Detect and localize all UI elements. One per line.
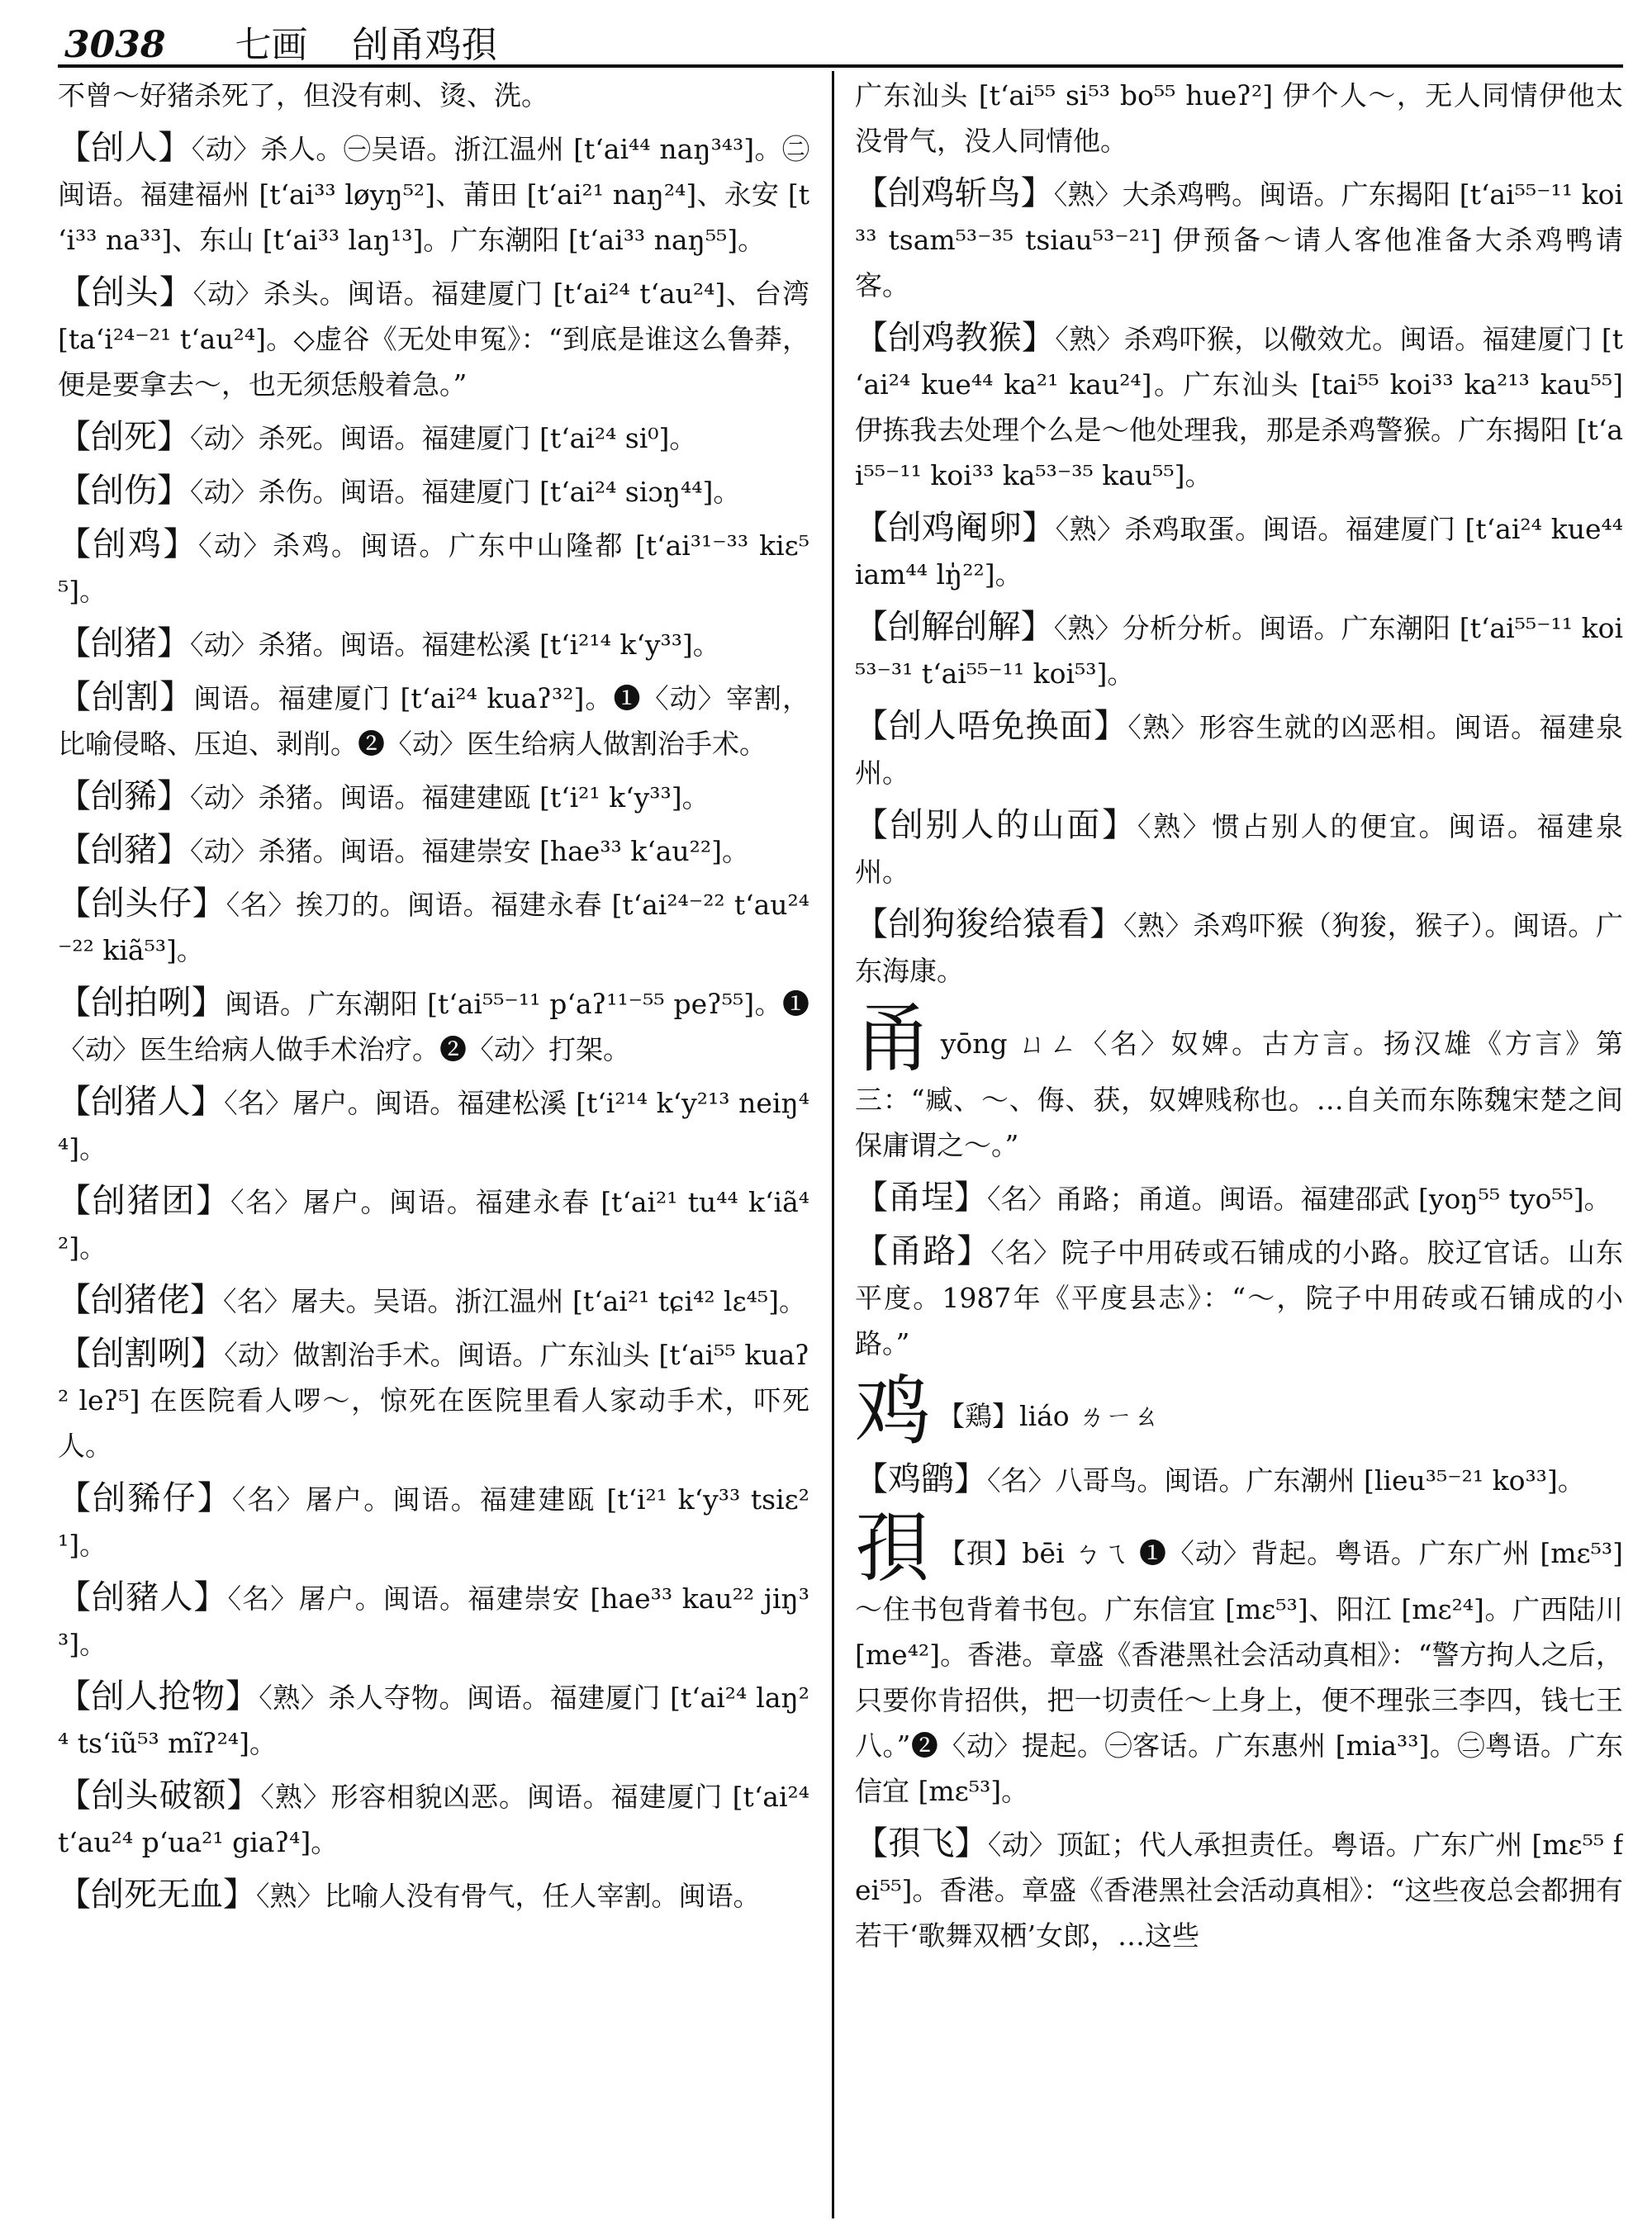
entry-headword: 【刣拍咧】 xyxy=(58,984,225,1022)
dictionary-entry xyxy=(58,468,809,515)
entry-text: 〈动〉顶缸；代人承担责任。粤语。广东广州 [mɛ⁵⁵ fei⁵⁵]。香港。章盛《香港黑社会活动真相》：“这些夜总会都拥有若干‘歌舞双栖’女郎，…这些 xyxy=(855,1829,1623,1952)
dictionary-entry xyxy=(58,621,809,667)
entry-text: 广东汕头 [tʻai⁵⁵ si⁵³ bo⁵⁵ hueʔ²] 伊个人～，无人同情伊他太没骨气，没人同情他。 xyxy=(855,79,1623,157)
entry-headword: 【刣猪团】 xyxy=(58,1182,230,1220)
entry-text: 〈动〉杀死。闽语。福建厦门 [tʻai²⁴ si⁰]。 xyxy=(190,422,697,454)
entry-text: 【孭】bēi ㄅㄟ ❶〈动〉背起。粤语。广东广州 [mɛ⁵³] ～住书包背着书包。广东信宜 [mɛ⁵³]、阳江 [mɛ²⁴]。广西陆川 [me⁴²]。香港。章盛《香港黑社会活动真相》：“警方拘人之后，只要你肯招供，把一切责任～上身上，便不理张三李四，钱七王八。”❷〈动〉提起。㊀客话。广东惠州 [mia³³]。㊁粤语。广东信宜 [mɛ⁵³]。 xyxy=(855,1537,1623,1807)
dictionary-entry xyxy=(855,1175,1623,1222)
entry-headword: 【刣死】 xyxy=(58,418,190,456)
entry-headword: 【刣鸡阉卵】 xyxy=(855,509,1056,547)
entry-text: 〈动〉杀头。闽语。福建厦门 [tʻai²⁴ tʻau²⁴]、台湾 [taʻi²⁴⁻²¹ tʻau²⁴]。◇虚谷《无处申冤》：“到底是谁这么鲁莽，便是要拿去～，也无须恁般着急。” xyxy=(58,278,809,401)
entry-text: 〈动〉杀猪。闽语。福建松溪 [tʻi²¹⁴ kʻy³³]。 xyxy=(190,629,720,661)
entry-headword: 【刣豬人】 xyxy=(58,1578,228,1616)
header-characters: 刣甬鸡孭 xyxy=(352,24,498,66)
entry-text: 〈动〉做割治手术。闽语。广东汕头 [tʻai⁵⁵ kuaʔ² leʔ⁵] 在医院看人啰～，惊死在医院里看人家动手术，吓死人。 xyxy=(58,1339,809,1462)
entry-text: 〈熟〉形容相貌凶恶。闽语。福建厦门 [tʻai²⁴ tʻau²⁴ pʻua²¹ giaʔ⁴]。 xyxy=(58,1781,809,1858)
dictionary-entry xyxy=(58,73,809,118)
dictionary-entry xyxy=(58,980,809,1072)
entry-text: 〈名〉八哥鸟。闽语。广东潮州 [lieu³⁵⁻²¹ ko³³]。 xyxy=(987,1464,1585,1497)
dictionary-entry xyxy=(855,73,1623,164)
dictionary-entry xyxy=(855,994,1623,1168)
entry-headword: 【刣头】 xyxy=(58,273,193,311)
entry-headword: 【刣别人的山面】 xyxy=(855,806,1137,844)
dictionary-entry xyxy=(58,1575,809,1667)
header-rule xyxy=(58,64,1623,68)
entry-headword: 【刣豨仔】 xyxy=(58,1479,232,1517)
dictionary-entry xyxy=(855,1229,1623,1366)
entry-text: 〈名〉屠户。闽语。福建永春 [tʻai²¹ tu⁴⁴ kʻiã⁴²]。 xyxy=(58,1186,809,1264)
entry-text: 〈熟〉惯占别人的便宜。闽语。福建泉州。 xyxy=(855,810,1623,888)
entry-text: 〈熟〉形容生就的凶恶相。闽语。福建泉州。 xyxy=(855,711,1623,789)
entry-headword: 【刣死无血】 xyxy=(58,1876,256,1914)
entry-headword: 【甬埕】 xyxy=(855,1179,987,1217)
entry-headword: 【刣伤】 xyxy=(58,472,190,510)
entry-headword: 【孭飞】 xyxy=(855,1824,988,1862)
dictionary-entry xyxy=(58,1476,809,1568)
entry-text: 〈动〉杀猪。闽语。福建建瓯 [tʻi²¹ kʻy³³]。 xyxy=(190,781,710,814)
page-number: 3038 xyxy=(64,24,166,66)
entry-text: 〈熟〉杀鸡取蛋。闽语。福建厦门 [tʻai²⁴ kue⁴⁴ iam⁴⁴ lŋ̍²²]。 xyxy=(855,513,1623,591)
dictionary-entry xyxy=(58,774,809,820)
entry-character: 鸡 xyxy=(855,1367,932,1455)
entry-headword: 【刣豬】 xyxy=(58,831,190,869)
entry-headword: 【刣鸡】 xyxy=(58,525,198,563)
entry-headword: 【刣头破额】 xyxy=(58,1777,261,1815)
dictionary-entry xyxy=(58,828,809,874)
entry-text: 〈熟〉杀鸡吓猴，以儆效尤。闽语。福建厦门 [tʻai²⁴ kue⁴⁴ ka²¹ kau²⁴]。广东汕头 [tai⁵⁵ koi³³ ka²¹³ kau⁵⁵] 伊拣我去处理个么是～他处理我，那是杀鸡警猴。广东揭阳 [tʻai⁵⁵⁻¹¹ koi³³ ka⁵³⁻³⁵ kau⁵⁵]。 xyxy=(855,323,1623,491)
entry-headword: 【刣猪】 xyxy=(58,624,190,662)
entry-text: yōng ㄩㄥ〈名〉奴婢。古方言。扬汉雄《方言》第三：“臧、～、侮、获，奴婢贱称也。…自关而东陈魏宋楚之间保庸谓之～。” xyxy=(855,1027,1623,1161)
entry-text: 〈熟〉杀鸡吓猴（狗狻，猴子）。闽语。广东海康。 xyxy=(855,909,1623,987)
entry-headword: 【甬路】 xyxy=(855,1232,991,1270)
dictionary-entry xyxy=(58,1674,809,1766)
entry-headword: 【刣鸡斩鸟】 xyxy=(855,174,1054,212)
entry-text: 〈熟〉杀人夺物。闽语。福建厦门 [tʻai²⁴ laŋ²⁴ tsʻiũ⁵³ mĩʔ²⁴]。 xyxy=(58,1682,809,1759)
dictionary-entry xyxy=(855,171,1623,308)
entry-headword: 【刣割】 xyxy=(58,678,194,716)
entry-text: 〈名〉屠户。闽语。福建崇安 [hae³³ kau²² jiŋ³³]。 xyxy=(58,1582,809,1660)
entry-headword: 【刣人】 xyxy=(58,129,192,167)
dictionary-entry xyxy=(58,1331,809,1468)
entry-character: 孭 xyxy=(855,1504,932,1592)
dictionary-entry xyxy=(58,522,809,614)
dictionary-entry xyxy=(855,1504,1623,1814)
dictionary-entry xyxy=(58,126,809,263)
entry-text: 〈名〉甬路；甬道。闽语。福建邵武 [yoŋ⁵⁵ tyo⁵⁵]。 xyxy=(987,1183,1612,1215)
entry-headword: 【刣狗狻给猿看】 xyxy=(855,905,1123,943)
entry-text: 【鶏】liáo ㄌㄧㄠ xyxy=(938,1400,1161,1432)
dictionary-entry xyxy=(855,1821,1623,1958)
dictionary-entry xyxy=(855,505,1623,597)
dictionary-entry xyxy=(58,415,809,461)
entry-text: 〈名〉屠户。闽语。福建建瓯 [tʻi²¹ kʻy³³ tsiɛ²¹]。 xyxy=(58,1483,809,1561)
entry-text: 〈熟〉分析分析。闽语。广东潮阳 [tʻai⁵⁵⁻¹¹ koi⁵³⁻³¹ tʻai⁵⁵⁻¹¹ koi⁵³]。 xyxy=(855,612,1623,690)
entry-headword: 【刣鸡教猴】 xyxy=(855,319,1056,357)
dictionary-entry xyxy=(58,1079,809,1171)
entry-text: 闽语。福建厦门 [tʻai²⁴ kuaʔ³²]。❶〈动〉宰割，比喻侵略、压迫、剥削。❷〈动〉医生给病人做割治手术。 xyxy=(58,682,809,760)
entry-text: 闽语。广东潮阳 [tʻai⁵⁵⁻¹¹ pʻaʔ¹¹⁻⁵⁵ peʔ⁵⁵]。❶〈动〉医生给病人做手术治疗。❷〈动〉打架。 xyxy=(58,988,809,1065)
entry-text: 〈名〉挨刀的。闽语。福建永春 [tʻai²⁴⁻²² tʻau²⁴⁻²² kiã⁵³]。 xyxy=(58,889,809,966)
entry-text: 〈名〉院子中用砖或石铺成的小路。胶辽官话。山东平度。1987年《平度县志》：“～，院子中用砖或石铺成的小路。” xyxy=(855,1236,1623,1359)
entry-headword: 【刣人抢物】 xyxy=(58,1677,259,1715)
entry-headword: 【鸡鹠】 xyxy=(855,1460,987,1498)
entry-headword: 【刣豨】 xyxy=(58,777,190,815)
entry-text: 〈名〉屠户。闽语。福建松溪 [tʻi²¹⁴ kʻy²¹³ neiŋ⁴⁴]。 xyxy=(58,1087,809,1165)
dictionary-entry xyxy=(58,881,809,973)
dictionary-entry xyxy=(58,675,809,766)
entry-headword: 【刣猪佬】 xyxy=(58,1281,223,1319)
entry-headword: 【刣人唔免换面】 xyxy=(855,707,1128,745)
entry-text: 〈动〉杀人。㊀吴语。浙江温州 [tʻai⁴⁴ naŋ³⁴³]。㊁闽语。福建福州 [tʻai³³ løyŋ⁵²]、莆田 [tʻai²¹ naŋ²⁴]、永安 [tʻi³³ na³³]、东山 [tʻai³³ laŋ¹³]。广东潮阳 [tʻai³³ naŋ⁵⁵]。 xyxy=(58,133,809,256)
entry-text: 〈动〉杀鸡。闽语。广东中山隆都 [tʻai³¹⁻³³ kiɛ⁵⁵]。 xyxy=(58,529,809,607)
entry-headword: 【刣猪人】 xyxy=(58,1083,225,1121)
entry-text: 〈动〉杀猪。闽语。福建崇安 [hae³³ kʻau²²]。 xyxy=(190,835,750,867)
entry-character: 甬 xyxy=(855,994,934,1083)
dictionary-entry xyxy=(58,1179,809,1270)
dictionary-entry xyxy=(58,1773,809,1865)
entry-headword: 【刣解刣解】 xyxy=(855,608,1054,646)
dictionary-entry xyxy=(855,704,1623,795)
entry-text: 〈名〉屠夫。吴语。浙江温州 [tʻai²¹ tɕi⁴² lɛ⁴⁵]。 xyxy=(223,1285,807,1317)
section-label: 七画 xyxy=(235,24,308,66)
dictionary-entry xyxy=(855,902,1623,994)
right-column xyxy=(855,73,1623,2220)
dictionary-entry xyxy=(855,1367,1623,1455)
entry-text: 〈熟〉大杀鸡鸭。闽语。广东揭阳 [tʻai⁵⁵⁻¹¹ koi³³ tsam⁵³⁻³⁵ tsiau⁵³⁻²¹] 伊预备～请人客他准备大杀鸡鸭请客。 xyxy=(855,178,1623,301)
dictionary-entry xyxy=(855,1457,1623,1503)
column-divider xyxy=(832,71,834,2218)
entry-text: 〈熟〉比喻人没有骨气，任人宰割。闽语。 xyxy=(256,1880,761,1912)
dictionary-entry xyxy=(58,270,809,407)
left-column xyxy=(58,73,809,2220)
entry-headword: 【刣头仔】 xyxy=(58,885,226,923)
dictionary-entry xyxy=(58,1278,809,1324)
running-header xyxy=(64,23,497,68)
dictionary-entry xyxy=(58,1872,809,1919)
dictionary-entry xyxy=(855,803,1623,894)
entry-text: 〈动〉杀伤。闽语。福建厦门 [tʻai²⁴ siɔŋ⁴⁴]。 xyxy=(190,476,741,508)
dictionary-entry xyxy=(855,316,1623,498)
entry-text: 不曾～好猪杀死了，但没有刺、烫、洗。 xyxy=(58,79,548,112)
dictionary-entry xyxy=(855,605,1623,696)
entry-headword: 【刣割咧】 xyxy=(58,1335,225,1373)
